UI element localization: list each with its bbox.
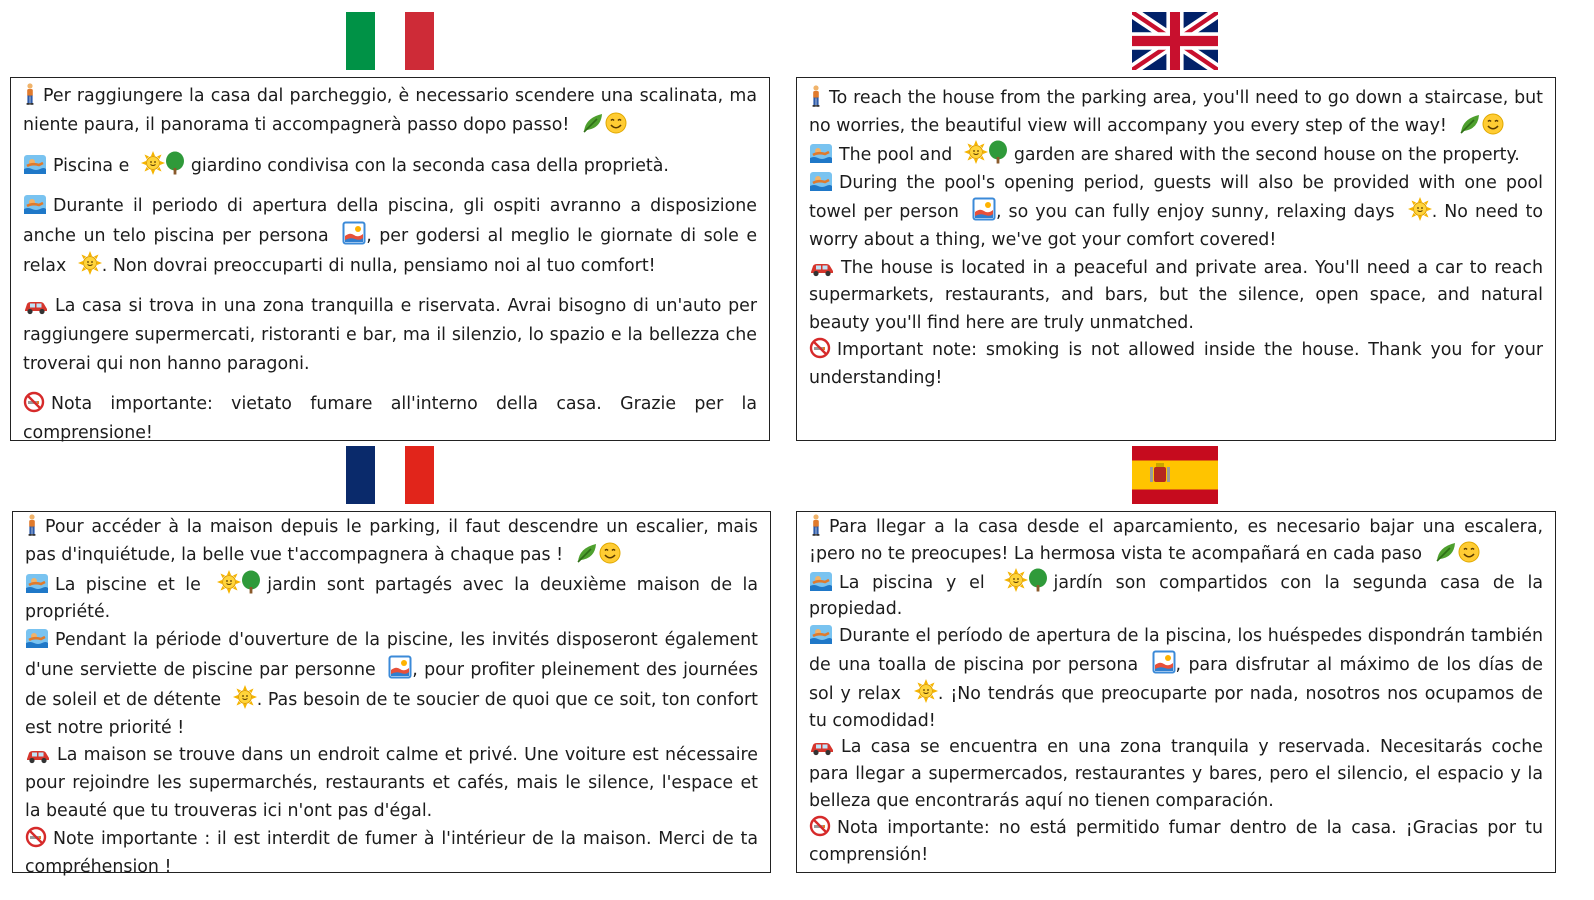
italian-paragraph-stairs bbox=[23, 82, 757, 140]
swimming-pool-icon bbox=[809, 142, 833, 164]
english-text: The pool and bbox=[839, 145, 953, 166]
swimming-pool-icon bbox=[809, 570, 833, 592]
tree-icon bbox=[1028, 568, 1048, 592]
uk-flag bbox=[1132, 12, 1218, 70]
spain-flag bbox=[1132, 446, 1218, 504]
french-text: La piscine et le bbox=[55, 574, 201, 595]
beach-towel-icon bbox=[342, 221, 366, 245]
leaf-icon bbox=[1434, 541, 1458, 563]
english-paragraph-note bbox=[809, 337, 1543, 392]
italy-flag-red bbox=[405, 12, 434, 70]
spanish-text: Para llegar a la casa desde el aparcamiento, es necesario bajar una escalera, ¡pero no te preocupes! La hermosa vista te acompañará en cada paso bbox=[809, 517, 1543, 564]
french-text: Pour accéder à la maison depuis le parking, il faut descendre un escalier, mais pas d'inquiétude, la belle vue t'accompagnera à chaque pas ! bbox=[25, 517, 758, 565]
france-flag-red bbox=[405, 446, 434, 504]
english-text-box bbox=[796, 77, 1556, 441]
italian-paragraph-note bbox=[23, 390, 757, 448]
italy-flag-green bbox=[346, 12, 375, 70]
sun-icon bbox=[217, 570, 241, 594]
english-text: Important note: smoking is not allowed inside the house. Thank you for your understanding! bbox=[809, 340, 1543, 388]
beach-towel-icon bbox=[1152, 650, 1176, 674]
sun-icon bbox=[78, 251, 102, 275]
spanish-text: , para disfrutar al máximo de los días de sol y relax bbox=[809, 654, 1543, 704]
english-paragraph-location bbox=[809, 255, 1543, 338]
swimming-pool-icon bbox=[25, 572, 49, 594]
tree-icon bbox=[165, 151, 185, 175]
leaf-icon bbox=[581, 112, 605, 134]
english-text: , so you can fully enjoy sunny, relaxing days bbox=[995, 202, 1395, 223]
sun-icon bbox=[141, 151, 165, 175]
france-flag bbox=[346, 446, 434, 504]
italian-text: Nota importante: vietato fumare all'interno della casa. Grazie per la comprensione! bbox=[23, 394, 757, 443]
car-icon bbox=[809, 261, 835, 277]
french-text-box bbox=[12, 511, 771, 877]
car-icon bbox=[25, 748, 51, 764]
english-text: garden are shared with the second house on the property. bbox=[1013, 145, 1520, 166]
no-smoking-icon bbox=[25, 826, 47, 848]
spanish-text-box bbox=[796, 511, 1556, 873]
italy-flag-white bbox=[375, 12, 404, 70]
spanish-paragraph-garden bbox=[809, 568, 1543, 624]
swimming-pool-icon bbox=[25, 627, 49, 649]
no-smoking-icon bbox=[809, 337, 831, 359]
sun-icon bbox=[1004, 568, 1028, 592]
spanish-paragraph-note bbox=[809, 815, 1543, 869]
no-smoking-icon bbox=[809, 815, 831, 837]
smiley-icon bbox=[599, 542, 621, 564]
french-text: . Pas besoin de te soucier de quoi que ce soit, ton confort est notre priorité ! bbox=[25, 689, 758, 738]
car-icon bbox=[23, 299, 49, 315]
italian-paragraph-location bbox=[23, 292, 757, 379]
tree-icon bbox=[988, 140, 1008, 164]
french-paragraph-pool bbox=[25, 627, 758, 742]
sun-icon bbox=[914, 679, 938, 703]
sun-icon bbox=[233, 685, 257, 709]
italian-text: Durante il periodo di apertura della piscina, gli ospiti avranno a disposizione anche un telo piscina per persona bbox=[23, 196, 757, 246]
french-paragraph-location bbox=[25, 742, 758, 825]
person-walking-icon bbox=[23, 83, 37, 105]
french-paragraph-stairs bbox=[25, 514, 758, 570]
french-paragraph-garden bbox=[25, 570, 758, 628]
smiley-icon bbox=[1458, 541, 1480, 563]
italian-text: giardino condivisa con la seconda casa della proprietà. bbox=[190, 156, 669, 176]
tree-icon bbox=[241, 570, 261, 594]
italian-text: , per godersi al meglio le giornate di sole e relax bbox=[23, 226, 758, 276]
leaf-icon bbox=[1458, 113, 1482, 135]
france-flag-blue bbox=[346, 446, 375, 504]
spanish-paragraph-stairs bbox=[809, 514, 1543, 568]
no-smoking-icon bbox=[23, 391, 45, 413]
beach-towel-icon bbox=[972, 197, 996, 221]
english-paragraph-stairs bbox=[809, 85, 1543, 140]
spanish-text: La casa se encuentra en una zona tranquila y reservada. Necesitarás coche para llegar a supermercados, restaurantes y bares, pero el silencio, el espacio y la belleza que encontrarás aquí no tienen comparación. bbox=[809, 737, 1543, 811]
swimming-pool-icon bbox=[809, 170, 833, 192]
person-walking-icon bbox=[809, 514, 823, 536]
french-text: La maison se trouve dans un endroit calme et privé. Une voiture est nécessaire pour rejoindre les supermarchés, restaurants et cafés, mais le silence, l'espace et la beauté que tu trouveras ici n'ont pas d'égal. bbox=[25, 745, 758, 821]
english-paragraph-garden bbox=[809, 140, 1543, 170]
spanish-paragraph-location bbox=[809, 734, 1543, 814]
english-text: . No need to worry about a thing, we've got your comfort covered! bbox=[809, 202, 1544, 250]
smiley-icon bbox=[1482, 113, 1504, 135]
french-text: jardin sont partagés avec la deuxième maison de la propriété. bbox=[25, 574, 758, 623]
spanish-text: jardín son compartidos con la segunda casa de la propiedad. bbox=[809, 572, 1543, 620]
car-icon bbox=[809, 740, 835, 756]
france-flag-white bbox=[375, 446, 404, 504]
italian-paragraph-pool bbox=[23, 192, 757, 281]
spanish-text: Durante el período de apertura de la piscina, los huéspedes dispondrán también de una toalla de piscina por persona bbox=[809, 626, 1543, 675]
italian-text-box bbox=[10, 77, 770, 441]
italian-text: La casa si trova in una zona tranquilla e riservata. Avrai bisogno di un'auto per raggiungere supermercati, ristoranti e bar, ma il silenzio, lo spazio e la bellezza che troverai qui non hanno paragoni. bbox=[23, 296, 757, 374]
spanish-text: La piscina y el bbox=[839, 572, 985, 593]
italian-text: . Non dovrai preoccuparti di nulla, pensiamo noi al tuo comfort! bbox=[101, 256, 656, 276]
italian-paragraph-garden bbox=[23, 151, 757, 181]
spanish-text: Nota importante: no está permitido fumar dentro de la casa. ¡Gracias por tu comprensión! bbox=[809, 817, 1543, 865]
smiley-icon bbox=[605, 112, 627, 134]
italian-text: Per raggiungere la casa dal parcheggio, è necessario scendere una scalinata, ma niente paura, il panorama ti accompagnerà passo dopo passo! bbox=[23, 86, 757, 135]
person-walking-icon bbox=[25, 514, 39, 536]
spanish-text: . ¡No tendrás que preocuparte por nada, nosotros nos ocupamos de tu comodidad! bbox=[809, 683, 1543, 731]
french-text: Note importante : il est interdit de fumer à l'intérieur de la maison. Merci de ta compréhension ! bbox=[25, 828, 758, 877]
sun-icon bbox=[964, 140, 988, 164]
spanish-paragraph-pool bbox=[809, 623, 1543, 734]
english-paragraph-pool bbox=[809, 170, 1543, 255]
sun-icon bbox=[1408, 197, 1432, 221]
beach-towel-icon bbox=[388, 655, 412, 679]
italian-text: Piscina e bbox=[53, 156, 130, 176]
swimming-pool-icon bbox=[23, 153, 47, 175]
english-text: To reach the house from the parking area, you'll need to go down a staircase, but no worries, the beautiful view will accompany you every step of the way! bbox=[809, 88, 1543, 136]
french-text: Pendant la période d'ouverture de la piscine, les invités disposeront également d'une serviette de piscine par personne bbox=[25, 630, 758, 680]
french-paragraph-note bbox=[25, 826, 758, 882]
person-walking-icon bbox=[809, 85, 823, 107]
leaf-icon bbox=[575, 542, 599, 564]
english-text: The house is located in a peaceful and private area. You'll need a car to reach supermarkets, restaurants, and bars, but the silence, open space, and natural beauty you'll find here are truly unmatched. bbox=[809, 257, 1543, 333]
english-text: During the pool's opening period, guests will also be provided with one pool towel per person bbox=[809, 172, 1543, 223]
swimming-pool-icon bbox=[809, 623, 833, 645]
swimming-pool-icon bbox=[23, 193, 47, 215]
italy-flag bbox=[346, 12, 434, 70]
french-text: , pour profiter pleinement des journées de soleil et de détente bbox=[25, 659, 759, 710]
